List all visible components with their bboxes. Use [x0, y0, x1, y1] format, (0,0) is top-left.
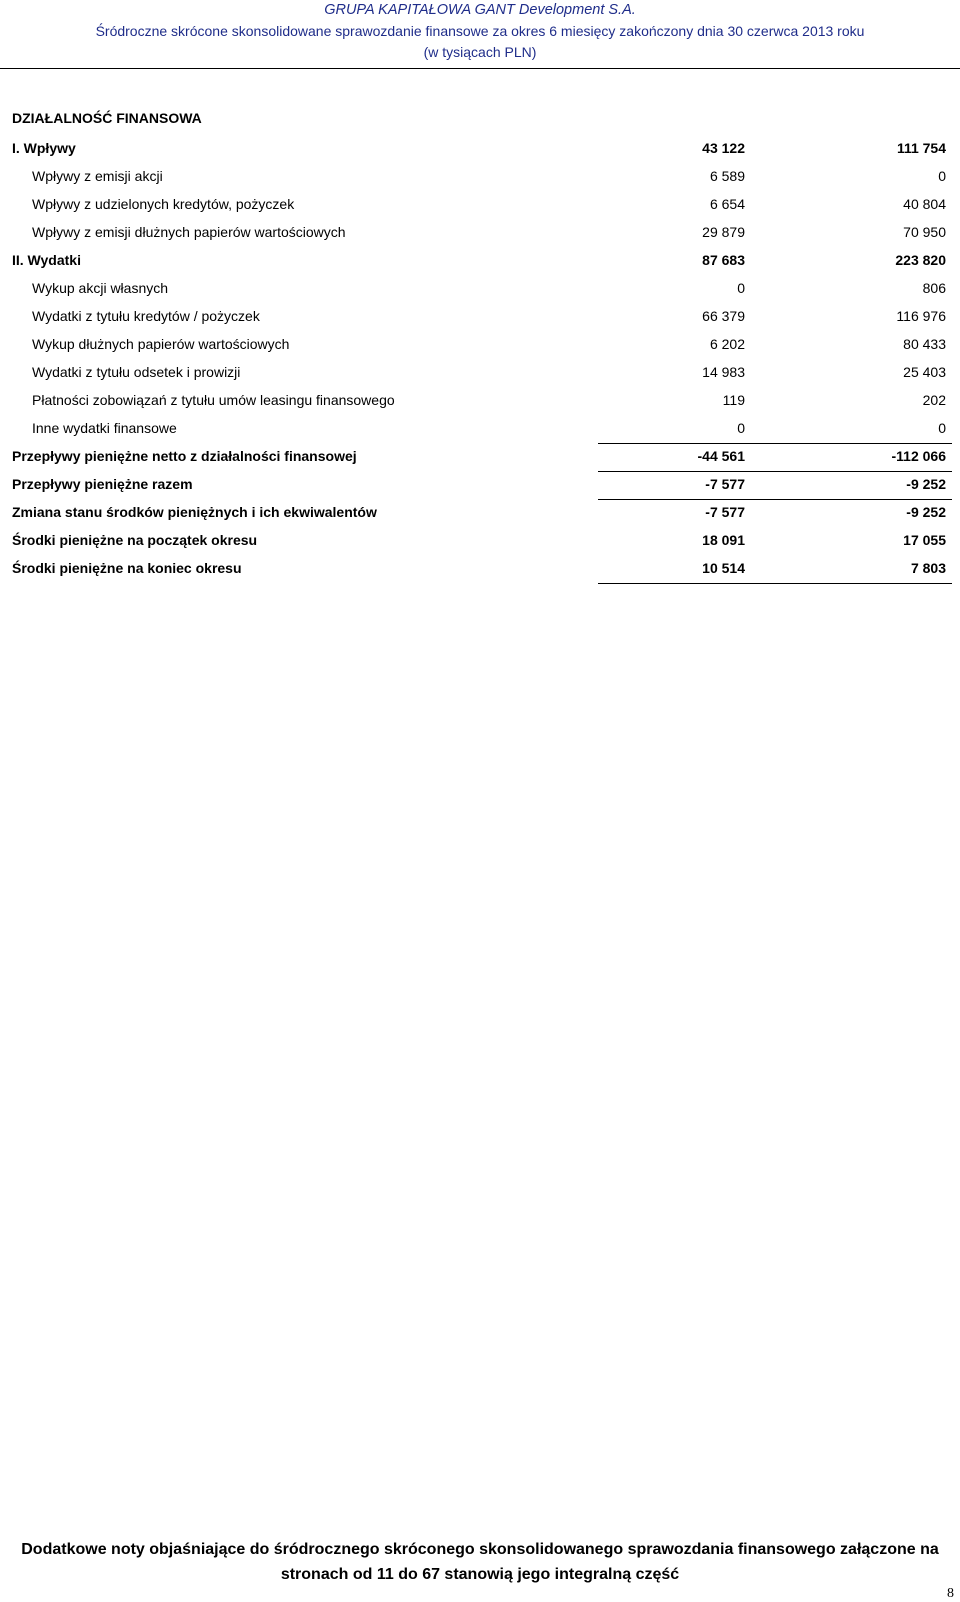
units-note: (w tysiącach PLN) [423, 44, 537, 60]
value-2012: -9 252 [906, 476, 946, 492]
value-2012: 70 950 [903, 224, 946, 240]
row-label: Wykup akcji własnych [32, 280, 169, 296]
value-2013: 6 589 [709, 168, 745, 184]
value-2013: 119 [722, 392, 745, 408]
value-2012: 0 [938, 420, 946, 436]
table-row [0, 136, 960, 164]
section-title: DZIAŁALNOŚĆ FINANSOWA [12, 110, 202, 126]
footer-note [0, 1537, 960, 1587]
value-2013: -7 577 [705, 504, 745, 520]
table-row [0, 528, 960, 556]
value-2013: 87 683 [702, 252, 745, 268]
row-label: Wydatki z tytułu odsetek i prowizji [32, 364, 241, 380]
value-2013: 66 379 [702, 308, 745, 324]
row-label: II. Wydatki [12, 252, 81, 268]
page-number: 8 [947, 1586, 954, 1601]
table-row [0, 220, 960, 248]
row-label: Środki pieniężne na koniec okresu [12, 560, 242, 576]
value-2013: 10 514 [702, 560, 745, 576]
value-2013: -44 561 [697, 448, 745, 464]
table-row [0, 304, 960, 332]
value-2012: -112 066 [891, 448, 946, 464]
table-row [0, 360, 960, 388]
value-2012: -9 252 [906, 504, 946, 520]
value-2012: 80 433 [903, 336, 946, 352]
row-label: Wydatki z tytułu kredytów / pożyczek [32, 308, 260, 324]
value-2013: 14 983 [702, 364, 745, 380]
table-row [0, 472, 960, 500]
table-row [0, 388, 960, 416]
row-label: I. Wpływy [12, 140, 76, 156]
value-2012: 7 803 [910, 560, 946, 576]
value-2013: 0 [737, 280, 745, 296]
value-2012: 17 055 [903, 532, 946, 548]
footer-line-2: stronach od 11 do 67 stanowią jego integralną część [280, 1566, 680, 1583]
value-2013: 6 202 [709, 336, 745, 352]
value-2013: 6 654 [709, 196, 745, 212]
value-2013: 0 [737, 420, 745, 436]
row-label: Wpływy z udzielonych kredytów, pożyczek [32, 196, 295, 212]
table-row [0, 248, 960, 276]
financing-activities-table [0, 136, 960, 584]
row-label: Wpływy z emisji akcji [32, 168, 163, 184]
value-2013: 43 122 [702, 140, 745, 156]
row-label: Wykup dłużnych papierów wartościowych [32, 336, 290, 352]
row-label: Płatności zobowiązań z tytułu umów leasingu finansowego [32, 392, 395, 408]
value-2012: 202 [922, 392, 946, 408]
header-divider [0, 68, 960, 69]
table-row [0, 276, 960, 304]
document-header [0, 0, 960, 63]
table-row [0, 444, 960, 472]
value-2012: 223 820 [895, 252, 946, 268]
row-label: Zmiana stanu środków pieniężnych i ich ekwiwalentów [12, 504, 377, 520]
value-2012: 25 403 [903, 364, 946, 380]
row-label: Inne wydatki finansowe [32, 420, 177, 436]
table-row [0, 500, 960, 528]
row-label: Przepływy pieniężne netto z działalności finansowej [12, 448, 357, 464]
table-row [0, 416, 960, 444]
footer-line-1: Dodatkowe noty objaśniające do śródrocznego skróconego skonsolidowanego sprawozdania finansowego załączone na [21, 1541, 939, 1558]
value-2013: 18 091 [702, 532, 745, 548]
value-2012: 0 [938, 168, 946, 184]
table-row [0, 192, 960, 220]
table-row [0, 332, 960, 360]
value-2012: 806 [922, 280, 946, 296]
company-name: GRUPA KAPITAŁOWA GANT Development S.A. [324, 2, 636, 18]
value-2012: 40 804 [903, 196, 946, 212]
value-2012: 111 754 [896, 140, 946, 156]
row-label: Przepływy pieniężne razem [12, 476, 193, 492]
report-subtitle: Śródroczne skrócone skonsolidowane sprawozdanie finansowe za okres 6 miesięcy zakończony dnia 30 czerwca 2013 roku [95, 23, 865, 39]
value-2012: 116 976 [896, 308, 946, 324]
table-row [0, 164, 960, 192]
value-2013: -7 577 [705, 476, 745, 492]
row-label: Wpływy z emisji dłużnych papierów wartościowych [32, 224, 346, 240]
table-row [0, 556, 960, 584]
value-2013: 29 879 [702, 224, 745, 240]
row-label: Środki pieniężne na początek okresu [12, 532, 258, 548]
